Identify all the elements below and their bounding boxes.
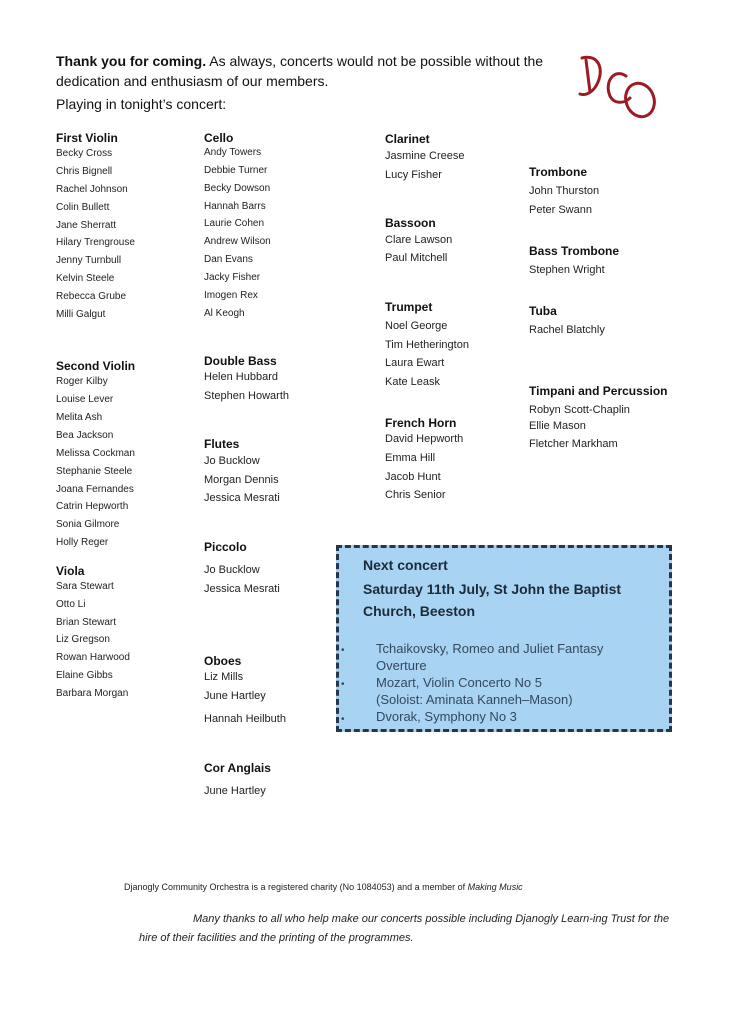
second-violin-member: Roger Kilby <box>56 376 108 387</box>
flutes-member: Jo Bucklow <box>204 455 260 467</box>
second-violin-member: Melissa Cockman <box>56 448 135 459</box>
tuba-member: Rachel Blatchly <box>529 324 605 336</box>
cello-member: Al Keogh <box>204 308 245 319</box>
viola-member: Rowan Harwood <box>56 652 130 663</box>
oboes-member: June Hartley <box>204 690 266 702</box>
bullet-icon: • <box>341 714 345 725</box>
piccolo-member: Jessica Mesrati <box>204 583 280 595</box>
next-concert-date-line2: Church, Beeston <box>363 603 476 619</box>
cello-member: Dan Evans <box>204 254 253 265</box>
cello-member: Andrew Wilson <box>204 236 271 247</box>
section-trumpet-title: Trumpet <box>385 300 433 314</box>
section-tuba-title: Tuba <box>529 304 557 318</box>
trumpet-member: Laura Ewart <box>385 357 445 369</box>
section-bassoon-title: Bassoon <box>385 216 436 230</box>
first-violin-member: Colin Bullett <box>56 202 110 213</box>
first-violin-member: Rachel Johnson <box>56 184 128 195</box>
next-concert-heading: Next concert <box>363 557 448 573</box>
timpani-member: Robyn Scott-Chaplin <box>529 404 630 416</box>
viola-member: Sara Stewart <box>56 581 114 592</box>
french-horn-member: Jacob Hunt <box>385 471 441 483</box>
section-trombone-title: Trombone <box>529 165 588 179</box>
thanks-statement: Many thanks to all who help make our concerts possible including Djanogly Learn-ing Trust for the hire of their facilities and the printing of the programmes. <box>139 913 670 944</box>
charity-text: Djanogly Community Orchestra is a registered charity (No 1084053) and a member of <box>124 882 466 892</box>
section-double-bass-title: Double Bass <box>204 354 277 368</box>
viola-member: Elaine Gibbs <box>56 670 113 681</box>
next-concert-box <box>336 545 672 732</box>
program-item-line1: Mozart, Violin Concerto No 5 <box>376 675 542 690</box>
section-viola-title: Viola <box>56 564 85 578</box>
second-violin-member: Bea Jackson <box>56 430 114 441</box>
second-violin-member: Catrin Hepworth <box>56 501 129 512</box>
flutes-member: Jessica Mesrati <box>204 492 280 504</box>
bullet-icon: • <box>341 679 345 690</box>
program-item-line2: Overture <box>376 658 427 673</box>
french-horn-member: Emma Hill <box>385 452 436 464</box>
section-cello-title: Cello <box>204 131 234 145</box>
piccolo-member: Jo Bucklow <box>204 564 260 576</box>
first-violin-member: Becky Cross <box>56 148 113 159</box>
section-clarinet-title: Clarinet <box>385 132 430 146</box>
program-item-line1: Dvorak, Symphony No 3 <box>376 709 517 724</box>
second-violin-member: Stephanie Steele <box>56 466 133 477</box>
oboes-member: Hannah Heilbuth <box>204 713 286 725</box>
bassoon-member: Clare Lawson <box>385 234 453 246</box>
section-oboes-title: Oboes <box>204 654 242 668</box>
bassoon-member: Paul Mitchell <box>385 252 448 264</box>
second-violin-member: Holly Reger <box>56 537 109 548</box>
bullet-icon: • <box>341 645 345 656</box>
making-music-text: Making Music <box>467 882 523 892</box>
cello-member: Hannah Barrs <box>204 201 266 212</box>
cor-anglais-member: June Hartley <box>204 785 266 797</box>
trumpet-member: Noel George <box>385 320 448 332</box>
viola-member: Barbara Morgan <box>56 688 129 699</box>
next-concert-date-line1: Saturday 11th July, St John the Baptist <box>363 581 622 597</box>
section-flutes-title: Flutes <box>204 437 240 451</box>
section-piccolo-title: Piccolo <box>204 540 247 554</box>
section-second-violin-title: Second Violin <box>56 359 136 373</box>
second-violin-member: Melita Ash <box>56 412 103 423</box>
trombone-member: John Thurston <box>529 185 600 197</box>
section-cor-anglais-title: Cor Anglais <box>204 761 271 775</box>
cello-member: Debbie Turner <box>204 165 268 176</box>
first-violin-member: Jenny Turnbull <box>56 255 122 266</box>
intro-text <box>56 51 543 91</box>
viola-member: Liz Gregson <box>56 634 110 645</box>
cello-member: Jacky Fisher <box>204 272 261 283</box>
section-first-violin-title: First Violin <box>56 131 118 145</box>
first-violin-member: Rebecca Grube <box>56 291 127 302</box>
double-bass-member: Stephen Howarth <box>204 390 289 402</box>
second-violin-member: Louise Lever <box>56 394 114 405</box>
viola-member: Brian Stewart <box>56 617 117 628</box>
second-violin-member: Joana Fernandes <box>56 484 134 495</box>
intro-bold: Thank you for coming. <box>56 53 207 69</box>
first-violin-member: Hilary Trengrouse <box>56 237 135 248</box>
intro-line2: dedication and enthusiasm of our members. <box>56 73 329 89</box>
bass-trombone-member: Stephen Wright <box>529 264 605 276</box>
french-horn-member: Chris Senior <box>385 489 446 501</box>
charity-statement <box>124 882 523 892</box>
trumpet-member: Kate Leask <box>385 376 441 388</box>
playing-heading: Playing in tonight’s concert: <box>56 96 227 112</box>
first-violin-member: Chris Bignell <box>56 166 113 177</box>
section-timpani-title: Timpani and Percussion <box>529 384 668 398</box>
first-violin-member: Milli Galgut <box>56 309 106 320</box>
program-item-line1: Tchaikovsky, Romeo and Juliet Fantasy <box>376 641 604 656</box>
cello-member: Laurie Cohen <box>204 218 265 229</box>
trombone-member: Peter Swann <box>529 204 592 216</box>
section-bass-trombone-title: Bass Trombone <box>529 244 620 258</box>
second-violin-member: Sonia Gilmore <box>56 519 120 530</box>
cello-member: Becky Dowson <box>204 183 271 194</box>
double-bass-member: Helen Hubbard <box>204 371 278 383</box>
first-violin-member: Jane Sherratt <box>56 220 117 231</box>
program-item-line2: (Soloist: Aminata Kanneh–Mason) <box>376 692 573 707</box>
trumpet-member: Tim Hetherington <box>385 339 469 351</box>
oboes-member: Liz Mills <box>204 671 244 683</box>
dco-logo <box>568 46 668 126</box>
viola-member: Otto Li <box>56 599 86 610</box>
timpani-member: Fletcher Markham <box>529 438 618 450</box>
section-french-horn-title: French Horn <box>385 416 457 430</box>
cello-member: Imogen Rex <box>204 290 258 301</box>
french-horn-member: David Hepworth <box>385 433 464 445</box>
cello-member: Andy Towers <box>204 147 262 158</box>
timpani-member: Ellie Mason <box>529 420 586 432</box>
intro-line1: As always, concerts would not be possible without the <box>209 53 544 69</box>
first-violin-member: Kelvin Steele <box>56 273 115 284</box>
clarinet-member: Lucy Fisher <box>385 169 442 181</box>
clarinet-member: Jasmine Creese <box>385 150 465 162</box>
flutes-member: Morgan Dennis <box>204 474 279 486</box>
